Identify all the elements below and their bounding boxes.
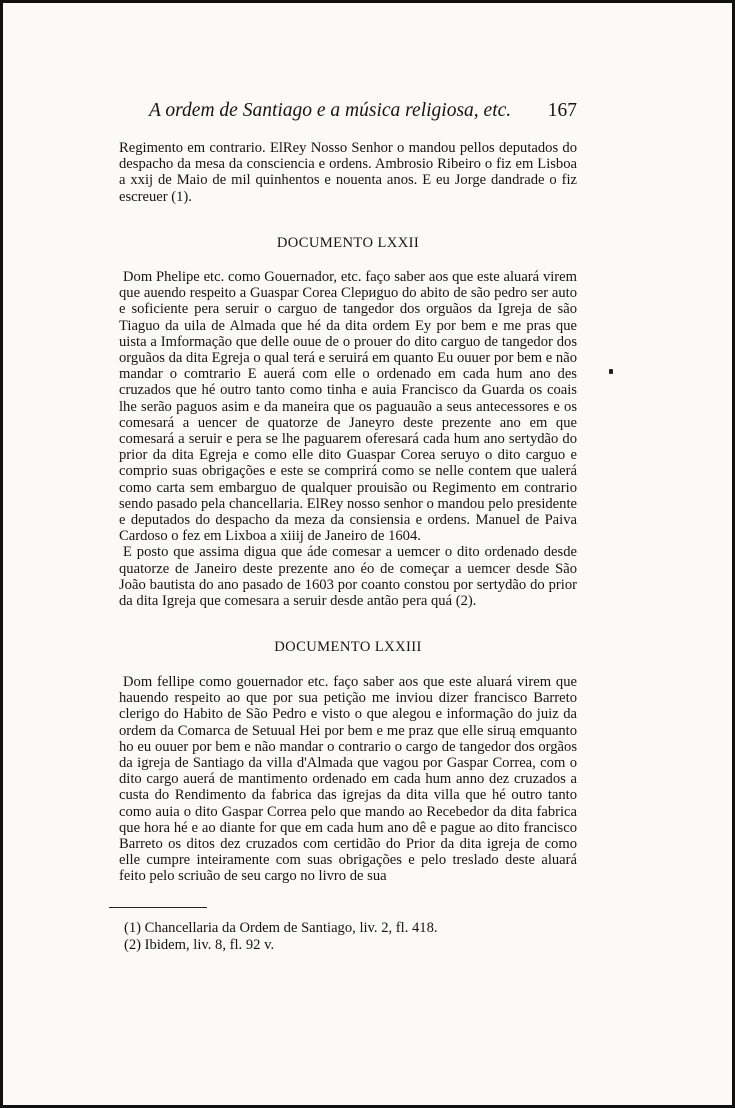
document-lxxii-paragraph-2: E posto que assima digua que áde comesar a uemcer o dito ordenado desde quatorze de Janeiro deste prezente ano éo de começar a uemcer desde São João bautista do ano pasado de 1603 por coanto constou por sertydão do prior da dita Igreja que comesara a seruir desde antão pera quá (2). [119,544,577,610]
running-title: A ordem de Santiago e a música religiosa, etc. [149,100,512,121]
footnotes [124,920,564,953]
ink-speck [609,369,613,374]
heading-document-lxxii: DOCUMENTO LXXII [276,235,420,251]
intro-paragraph: Regimento em contrario. ElRey Nosso Senhor o mandou pellos deputados do despacho da mesa da consciencia e ordens. Ambrosio Ribeiro o fiz em Lisboa a xxij de Maio de mil quinhentos e nouenta anos. E eu Jorge dandrade o fiz escreuer (1). [119,140,577,205]
document-lxxiii-paragraph-1: Dom fellipe como gouernador etc. faço saber aos que este aluará virem que hauendo respeito ao que por sua petição me inviou dizer francisco Barreto clerigo do Habito de São Pedro e visto o que alegou e informação do juiz da ordem da Comarca de Setuual Hei por bem e me praz que elle siruą emquanto ho eu ouuer por bem e não mandar o contrario o cargo de tangedor dos orgãos da igreja de Santiago da villa d'Almada que vagou por Gaspar Correa, com o dito cargo auerá de mantimento ordenado em cada hum anno dez cruzados a custa do Rendimento da fabrica das igrejas da dita villa que hé outro tanto como auia o dito Gaspar Correa pelo que mando ao Recebedor da dita fabrica que hora hé e ao diante for que em cada hum ano dê e pague ao dito francisco Barreto os ditos dez cruzados com certidão do Prior da dita igreja de como elle cumpre inteiramente com suas obrigações e pelo treslado deste aluará feito pelo scriuão de seu cargo no livro de sua [119,674,577,885]
footnote-2: (2) Ibidem, liv. 8, fl. 92 v. [124,936,275,953]
intro-paragraph-block [119,140,577,205]
page-number: 167 [547,100,577,121]
document-lxxii-body [119,269,577,609]
running-header [149,99,577,123]
document-lxxii-paragraph-1: Dom Phelipe etc. como Gouernador, etc. faço saber aos que este aluará virem que auendo respeito a Guaspar Corea Clериguo do abito de são pedro ser auto e soficiente pera seruir o carguo de tangedor dos orguãos da Igreja de são Tiaguo da uila de Almada que hé da dita ordem Ey por bem e me pras que uista a Imformação que delle ouue de o prouer do dito carguo de tangedor dos orguãos da dita Egreja o qual terá e seruirá em quanto Eu ouuer por bem e não mandar o comtrario E auerá com elle o ordenado em cada hum ano des cruzados que hé outro tanto como tinha e auia Francisco da Guarda os coais lhe serão paguos asim e da maneira que os paguauão a seus antecessores e os comesará a uencer de quatorze de Janeyro deste prezente ano em que comesará a seruir e pera se lhe paguarem oferesará cada hum ano sertydão do prior da dita Egreja e como elle dito Guaspar Corea seruyo o dito carguo e comprio suas obrigações e este se comprirá como se nelle contem que ualerá como carta sem embarguo de qualquer prouisão ou Regimento em contrario sendo pasado pela chancellaria. ElRey nosso senhor o mandou pelo presidente e deputados do despacho da meza da consiensia e ordens. Manuel de Paiva Cardoso o fez em Lixboa a xiiij de Janeiro de 1604. [119,269,577,545]
footnote-1: (1) Chancellaria da Ordem de Santiago, liv. 2, fl. 418. [124,920,438,936]
document-lxxiii-body [119,674,577,885]
footnote-divider [109,907,207,908]
heading-document-lxxiii: DOCUMENTO LXXIII [274,639,422,655]
